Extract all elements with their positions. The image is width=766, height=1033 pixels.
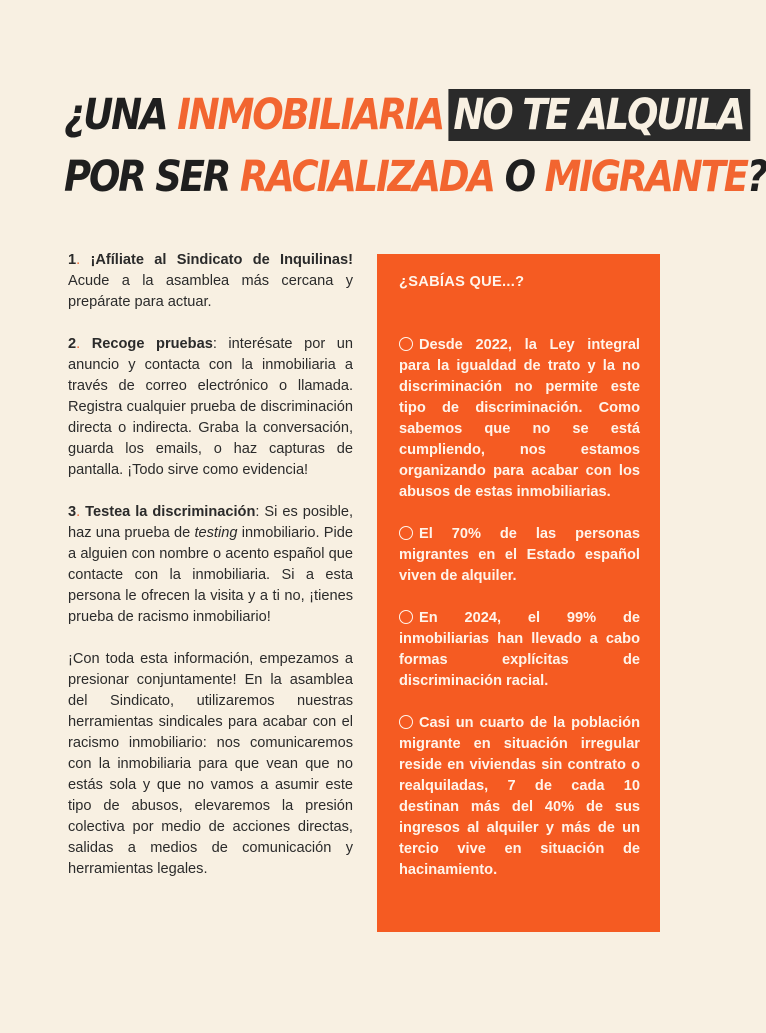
fact-item [399, 524, 640, 587]
step-heading: Testea la discriminación [85, 504, 256, 520]
step-dot: . [76, 336, 92, 352]
headline-text: ¿UNA [64, 90, 178, 140]
step-2 [68, 334, 353, 481]
fact-item [399, 713, 640, 881]
step-number: 2 [68, 336, 77, 352]
circle-bullet-icon [399, 715, 413, 729]
circle-bullet-icon [399, 610, 413, 624]
headline-text: POR SER [64, 152, 240, 202]
facts-title: ¿SABÍAS QUE...? [399, 274, 525, 290]
headline-highlight: INMOBILIARIA [177, 90, 444, 140]
step-text: inmobiliario. Pide a alguien con nombre o acento español que contacte con la inmobiliaria. Si a esta persona le ofrecen la visita y a ti no, ¡tienes prueba de racismo inmobiliario! [68, 525, 353, 625]
step-dot: . [76, 252, 91, 268]
step-3 [68, 502, 353, 628]
closing-paragraph: ¡Con toda esta información, empezamos a presionar conjuntamente! En la asamblea del Sindicato, utilizaremos nuestras herramientas sindicales para acabar con el racismo inmobiliario: nos comunicaremos con la inmobiliaria para que vean que no estás sola y que no vamos a asumir este tipo de abusos, elevaremos la presión colectiva por medio de acciones directas, salidas a medios de comunicación y herramientas legales. [68, 651, 353, 877]
headline-text: O [493, 152, 545, 202]
circle-bullet-icon [399, 337, 413, 351]
step-heading: Recoge pruebas [91, 336, 213, 352]
step-number: 1 [68, 252, 77, 268]
step-dot: . [76, 504, 86, 520]
headline-boxed-text: NO TE ALQUILA [448, 89, 750, 141]
step-text: : interésate por un anuncio y contacta con la inmobiliaria a través de correo electrónico o llamada. Registra cualquier prueba de discriminación directa o indirecta. Graba la conversación, guarda los emails, o haz capturas de pantalla. ¡Todo sirve como evidencia! [68, 336, 353, 478]
headline-line-2 [64, 146, 766, 208]
headline-highlight: MIGRANTE [544, 152, 747, 202]
fact-text: Desde 2022, la Ley integral para la igualdad de trato y la no discriminación no permite este tipo de discriminación. Como sabemos que no se está cumpliendo, nos estamos organizando para acabar con los abusos de estas inmobiliarias. [399, 337, 640, 500]
step-italic: testing [194, 525, 238, 541]
headline-text: ? [746, 152, 766, 202]
step-number: 3 [68, 504, 77, 520]
headline [64, 84, 766, 208]
step-1 [68, 250, 353, 313]
fact-text: El 70% de las personas migrantes en el Estado español viven de alquiler. [399, 526, 640, 584]
fact-item [399, 608, 640, 692]
step-text: Acude a la asamblea más cercana y prepárate para actuar. [68, 273, 353, 310]
fact-text: Casi un cuarto de la población migrante en situación irregular reside en viviendas sin contrato o realquiladas, 7 de cada 10 destinan más del 40% de sus ingresos al alquiler y más de un tercio vive en situación de hacinamiento. [399, 715, 640, 878]
fact-text: En 2024, el 99% de inmobiliarias han llevado a cabo formas explícitas de discriminación racial. [399, 610, 640, 689]
steps-column [68, 250, 353, 901]
fact-item [399, 335, 640, 503]
circle-bullet-icon [399, 526, 413, 540]
step-heading: ¡Afíliate al Sindicato de Inquilinas! [90, 252, 353, 268]
headline-highlight: RACIALIZADA [239, 152, 494, 202]
facts-box [377, 254, 660, 932]
step-text: : Si es posible, haz una prueba de [68, 504, 354, 541]
headline-line-1 [64, 84, 744, 146]
